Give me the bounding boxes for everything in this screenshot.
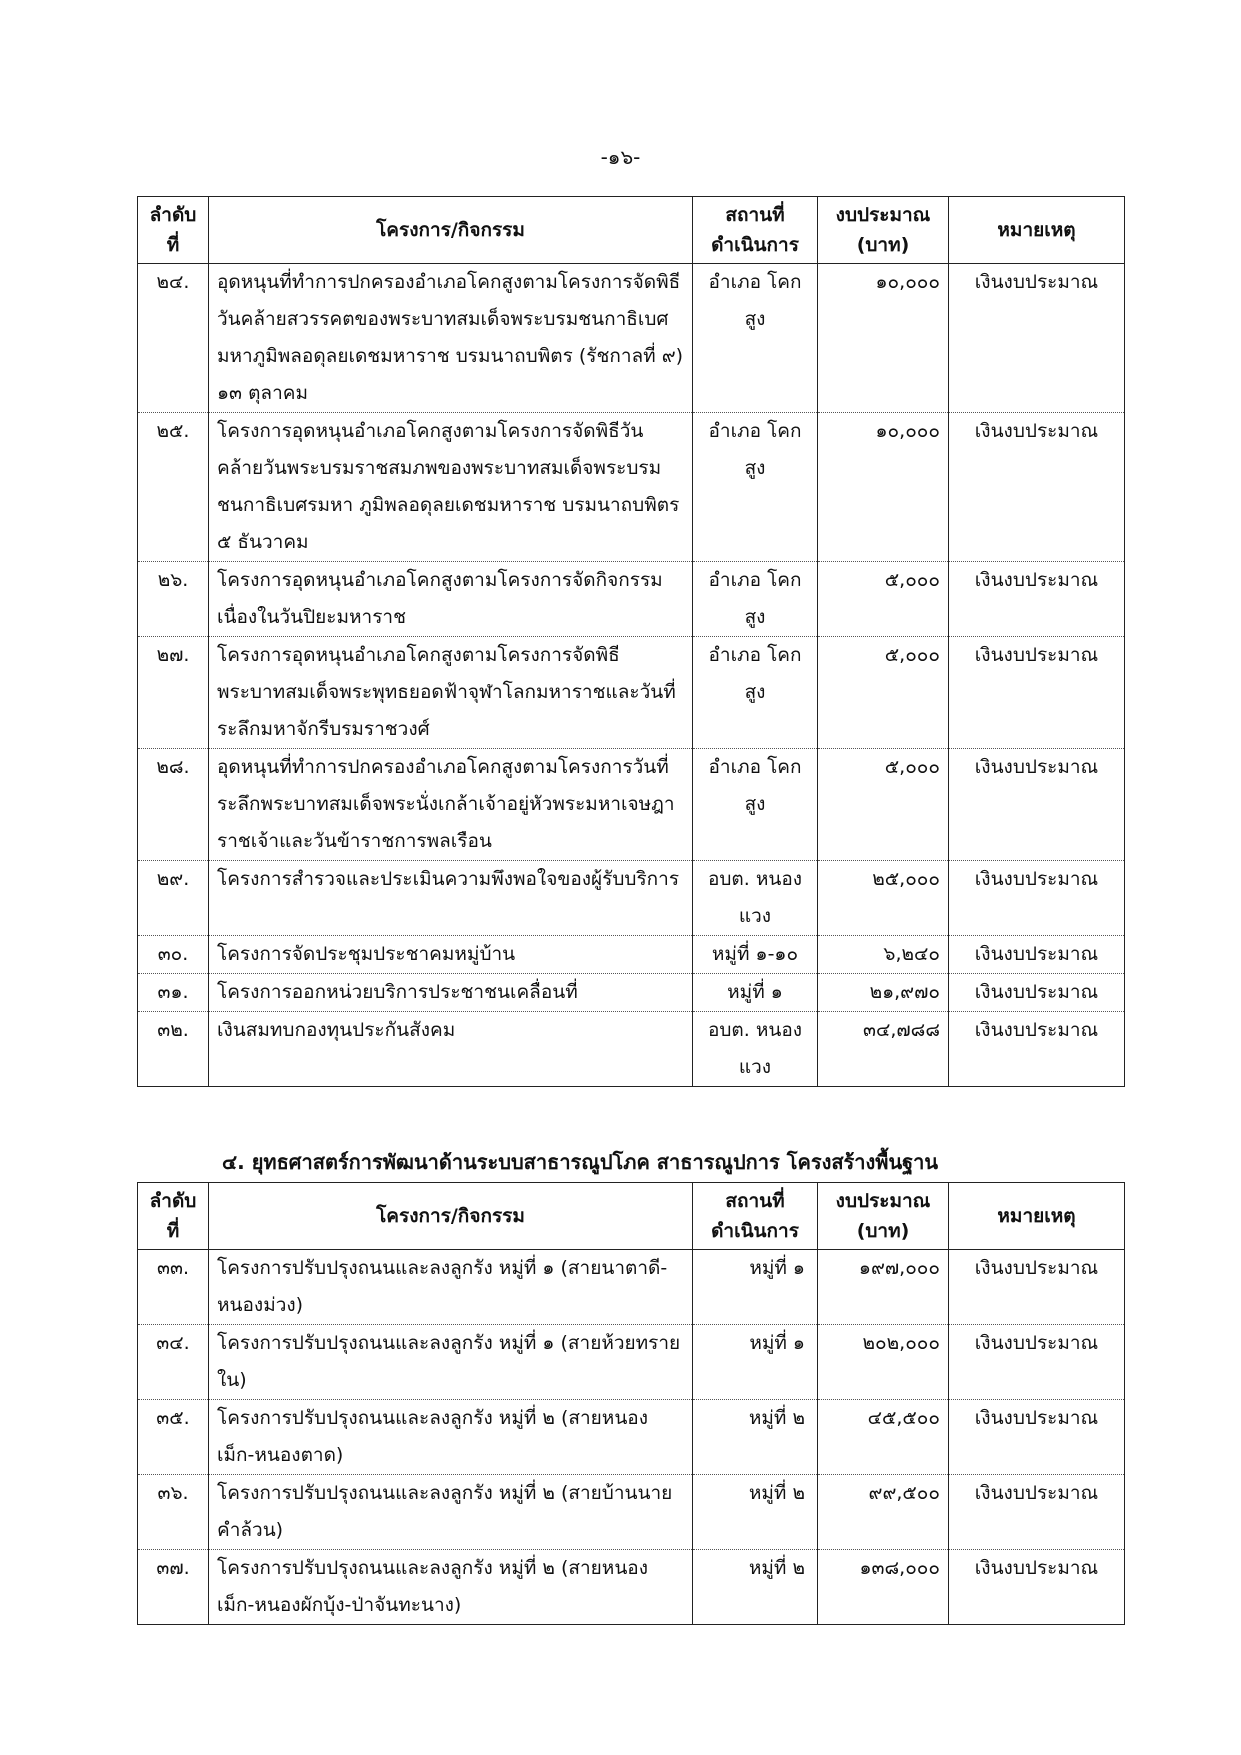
row-remark: เงินงบประมาณ <box>949 562 1125 637</box>
row-remark: เงินงบประมาณ <box>949 413 1125 562</box>
row-budget: ๒๐๒,๐๐๐ <box>818 1325 949 1400</box>
table-row <box>138 637 1125 749</box>
row-location: หมู่ที่ ๑-๑๐ <box>693 936 818 974</box>
header-project: โครงการ/กิจกรรม <box>209 1183 693 1250</box>
table-row <box>138 562 1125 637</box>
row-remark: เงินงบประมาณ <box>949 974 1125 1012</box>
table-row <box>138 861 1125 936</box>
row-project: โครงการออกหน่วยบริการประชาชนเคลื่อนที่ <box>209 974 693 1012</box>
table-row <box>138 1012 1125 1087</box>
row-budget: ๕,๐๐๐ <box>818 749 949 861</box>
row-budget: ๙๙,๕๐๐ <box>818 1475 949 1550</box>
table-row <box>138 1475 1125 1550</box>
row-location: อบต. หนองแวง <box>693 861 818 936</box>
row-project: เงินสมทบกองทุนประกันสังคม <box>209 1012 693 1087</box>
table-row <box>138 1250 1125 1325</box>
row-location: หมู่ที่ ๑ <box>693 1250 818 1325</box>
row-project: โครงการปรับปรุงถนนและลงลูกรัง หมู่ที่ ๒ (สายหนองเม็ก-หนองตาด) <box>209 1400 693 1475</box>
row-project: โครงการอุดหนุนอำเภอโคกสูงตามโครงการจัดกิจกรรมเนื่องในวันปิยะมหาราช <box>209 562 693 637</box>
table-row <box>138 974 1125 1012</box>
row-location: หมู่ที่ ๑ <box>693 974 818 1012</box>
row-project: โครงการอุดหนุนอำเภอโคกสูงตามโครงการจัดพิธีพระบาทสมเด็จพระพุทธยอดฟ้าจุฬาโลกมหาราชและวันที่ระลึกมหาจักรีบรมราชวงศ์ <box>209 637 693 749</box>
row-remark: เงินงบประมาณ <box>949 637 1125 749</box>
row-seq: ๓๗. <box>138 1550 209 1625</box>
row-seq: ๓๐. <box>138 936 209 974</box>
row-location: อำเภอ โคกสูง <box>693 413 818 562</box>
row-seq: ๒๕. <box>138 413 209 562</box>
table-row <box>138 749 1125 861</box>
row-project: โครงการจัดประชุมประชาคมหมู่บ้าน <box>209 936 693 974</box>
row-remark: เงินงบประมาณ <box>949 749 1125 861</box>
row-location: อำเภอ โคกสูง <box>693 749 818 861</box>
row-remark: เงินงบประมาณ <box>949 1012 1125 1087</box>
row-budget: ๕,๐๐๐ <box>818 562 949 637</box>
row-seq: ๓๒. <box>138 1012 209 1087</box>
row-remark: เงินงบประมาณ <box>949 1550 1125 1625</box>
row-budget: ๑๐,๐๐๐ <box>818 264 949 413</box>
row-project: โครงการปรับปรุงถนนและลงลูกรัง หมู่ที่ ๑ (สายนาตาดี-หนองม่วง) <box>209 1250 693 1325</box>
row-seq: ๓๓. <box>138 1250 209 1325</box>
row-seq: ๓๖. <box>138 1475 209 1550</box>
row-remark: เงินงบประมาณ <box>949 1475 1125 1550</box>
table-row <box>138 413 1125 562</box>
header-budget: งบประมาณ (บาท) <box>818 1183 949 1250</box>
row-seq: ๒๙. <box>138 861 209 936</box>
row-location: หมู่ที่ ๒ <box>693 1550 818 1625</box>
row-project: โครงการสำรวจและประเมินความพึงพอใจของผู้รับบริการ <box>209 861 693 936</box>
row-budget: ๖,๒๔๐ <box>818 936 949 974</box>
table-row <box>138 1550 1125 1625</box>
header-project: โครงการ/กิจกรรม <box>209 197 693 264</box>
row-remark: เงินงบประมาณ <box>949 264 1125 413</box>
row-budget: ๔๕,๕๐๐ <box>818 1400 949 1475</box>
row-location: หมู่ที่ ๑ <box>693 1325 818 1400</box>
row-budget: ๕,๐๐๐ <box>818 637 949 749</box>
row-location: อบต. หนองแวง <box>693 1012 818 1087</box>
page-number: -๑๖- <box>600 145 641 169</box>
row-project: โครงการปรับปรุงถนนและลงลูกรัง หมู่ที่ ๒ (สายหนองเม็ก-หนองผักบุ้ง-ป่าจันทะนาง) <box>209 1550 693 1625</box>
row-location: หมู่ที่ ๒ <box>693 1475 818 1550</box>
row-remark: เงินงบประมาณ <box>949 1325 1125 1400</box>
row-remark: เงินงบประมาณ <box>949 861 1125 936</box>
row-location: หมู่ที่ ๒ <box>693 1400 818 1475</box>
table-row <box>138 1325 1125 1400</box>
table-header-row <box>138 197 1125 264</box>
header-location: สถานที่ ดำเนินการ <box>693 197 818 264</box>
row-location: อำเภอ โคกสูง <box>693 264 818 413</box>
row-budget: ๑๙๗,๐๐๐ <box>818 1250 949 1325</box>
row-remark: เงินงบประมาณ <box>949 936 1125 974</box>
header-remark: หมายเหตุ <box>949 1183 1125 1250</box>
row-seq: ๒๗. <box>138 637 209 749</box>
project-table-2 <box>137 1182 1125 1625</box>
row-project: อุดหนุนที่ทำการปกครองอำเภอโคกสูงตามโครงการวันที่ระลึกพระบาทสมเด็จพระนั่งเกล้าเจ้าอยู่หัวพระมหาเจษฎาราชเจ้าและวันข้าราชการพลเรือน <box>209 749 693 861</box>
header-remark: หมายเหตุ <box>949 197 1125 264</box>
row-seq: ๓๕. <box>138 1400 209 1475</box>
row-seq: ๒๖. <box>138 562 209 637</box>
row-seq: ๒๘. <box>138 749 209 861</box>
row-project: โครงการปรับปรุงถนนและลงลูกรัง หมู่ที่ ๒ (สายบ้านนายคำล้วน) <box>209 1475 693 1550</box>
row-budget: ๒๑,๙๗๐ <box>818 974 949 1012</box>
row-budget: ๑๐,๐๐๐ <box>818 413 949 562</box>
header-location: สถานที่ ดำเนินการ <box>693 1183 818 1250</box>
row-remark: เงินงบประมาณ <box>949 1250 1125 1325</box>
table-header-row <box>138 1183 1125 1250</box>
section-4-heading: ๔. ยุทธศาสตร์การพัฒนาด้านระบบสาธารณูปโภค สาธารณูปการ โครงสร้างพื้นฐาน <box>222 1150 939 1174</box>
row-budget: ๒๕,๐๐๐ <box>818 861 949 936</box>
row-location: อำเภอ โคกสูง <box>693 562 818 637</box>
table-row <box>138 936 1125 974</box>
row-remark: เงินงบประมาณ <box>949 1400 1125 1475</box>
header-seq: ลำดับ ที่ <box>138 1183 209 1250</box>
project-table-1 <box>137 196 1125 1087</box>
row-project: อุดหนุนที่ทำการปกครองอำเภอโคกสูงตามโครงการจัดพิธีวันคล้ายสวรรคตของพระบาทสมเด็จพระบรมชนกาธิเบศมหาภูมิพลอดุลยเดชมหาราช บรมนาถบพิตร (รัชกาลที่ ๙) ๑๓ ตุลาคม <box>209 264 693 413</box>
row-project: โครงการปรับปรุงถนนและลงลูกรัง หมู่ที่ ๑ (สายห้วยทรายใน) <box>209 1325 693 1400</box>
header-seq: ลำดับ ที่ <box>138 197 209 264</box>
row-seq: ๒๔. <box>138 264 209 413</box>
row-budget: ๑๓๘,๐๐๐ <box>818 1550 949 1625</box>
row-seq: ๓๔. <box>138 1325 209 1400</box>
row-seq: ๓๑. <box>138 974 209 1012</box>
header-budget: งบประมาณ (บาท) <box>818 197 949 264</box>
table-row <box>138 264 1125 413</box>
table-row <box>138 1400 1125 1475</box>
row-project: โครงการอุดหนุนอำเภอโคกสูงตามโครงการจัดพิธีวันคล้ายวันพระบรมราชสมภพของพระบาทสมเด็จพระบรมชนกาธิเบศรมหา ภูมิพลอดุลยเดชมหาราช บรมนาถบพิตร ๕ ธันวาคม <box>209 413 693 562</box>
row-budget: ๓๔,๗๘๘ <box>818 1012 949 1087</box>
row-location: อำเภอ โคกสูง <box>693 637 818 749</box>
